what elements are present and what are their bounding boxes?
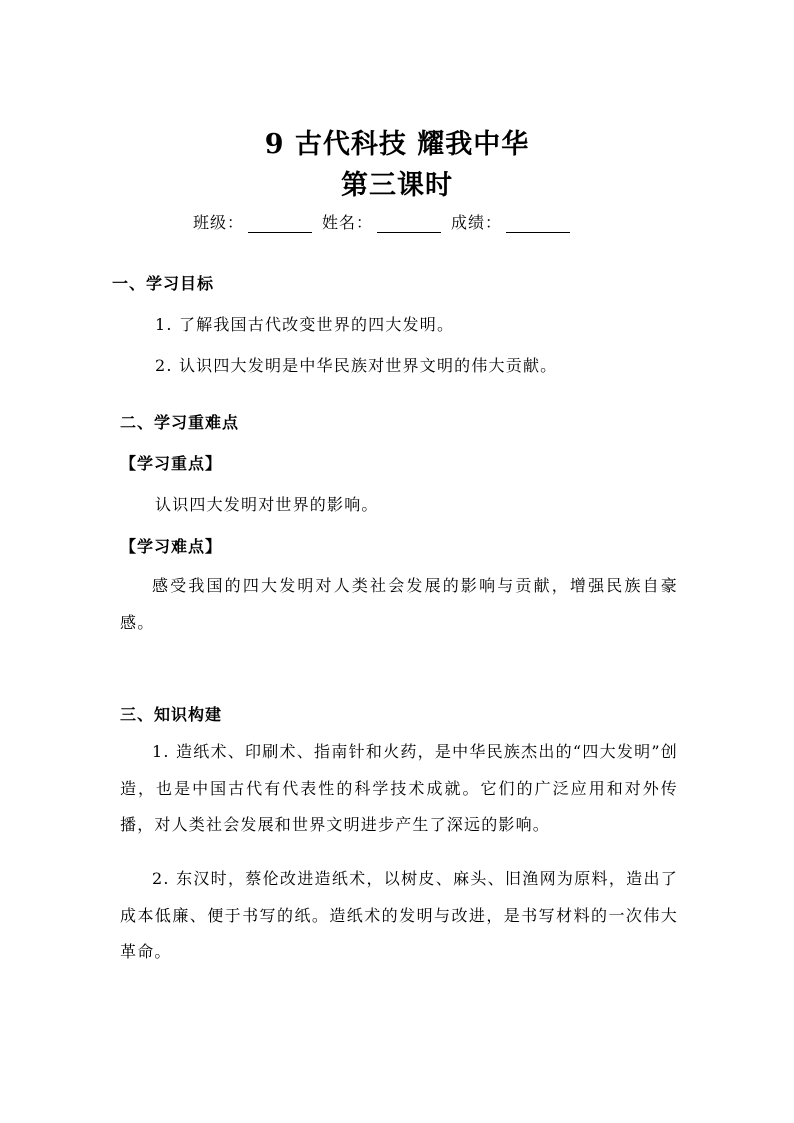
section-heading-knowledge: 三、知识构建: [120, 705, 223, 724]
name-label: 姓名：: [322, 213, 374, 232]
document-subtitle: 第三课时: [341, 170, 453, 201]
score-label: 成绩：: [451, 213, 503, 232]
objective-item: 1. 了解我国古代改变世界的四大发明。: [155, 315, 455, 334]
key-point-label: 【学习重点】: [120, 454, 223, 473]
section-heading-objectives: 一、学习目标: [112, 274, 215, 293]
section-heading-key-points: 二、学习重难点: [120, 413, 240, 432]
objective-item: 2. 认识四大发明是中华民族对世界文明的伟大贡献。: [155, 356, 558, 375]
knowledge-paragraph: 2. 东汉时，蔡伦改进造纸术，以树皮、麻头、旧渔网为原料，造出了成本低廉、便于书写的纸。造纸术的发明与改进，是书写材料的一次伟大革命。: [120, 869, 678, 961]
key-point-text: 认识四大发明对世界的影响。: [155, 495, 379, 514]
class-blank[interactable]: [248, 213, 312, 233]
name-blank[interactable]: [377, 213, 441, 233]
student-info-row: [193, 210, 580, 233]
difficult-point-text: 感受我国的四大发明对人类社会发展的影响与贡献，增强民族自豪感。: [120, 576, 678, 632]
difficult-point-label: 【学习难点】: [120, 537, 223, 556]
knowledge-paragraph: 1. 造纸术、印刷术、指南针和火药，是中华民族杰出的“四大发明”创造，也是中国古代有代表性的科学技术成就。它们的广泛应用和对外传播，对人类社会发展和世界文明进步产生了深远的影响。: [120, 742, 678, 834]
class-label: 班级：: [193, 213, 245, 232]
document-title: 9 古代科技 耀我中华: [264, 129, 530, 160]
score-blank[interactable]: [506, 213, 570, 233]
